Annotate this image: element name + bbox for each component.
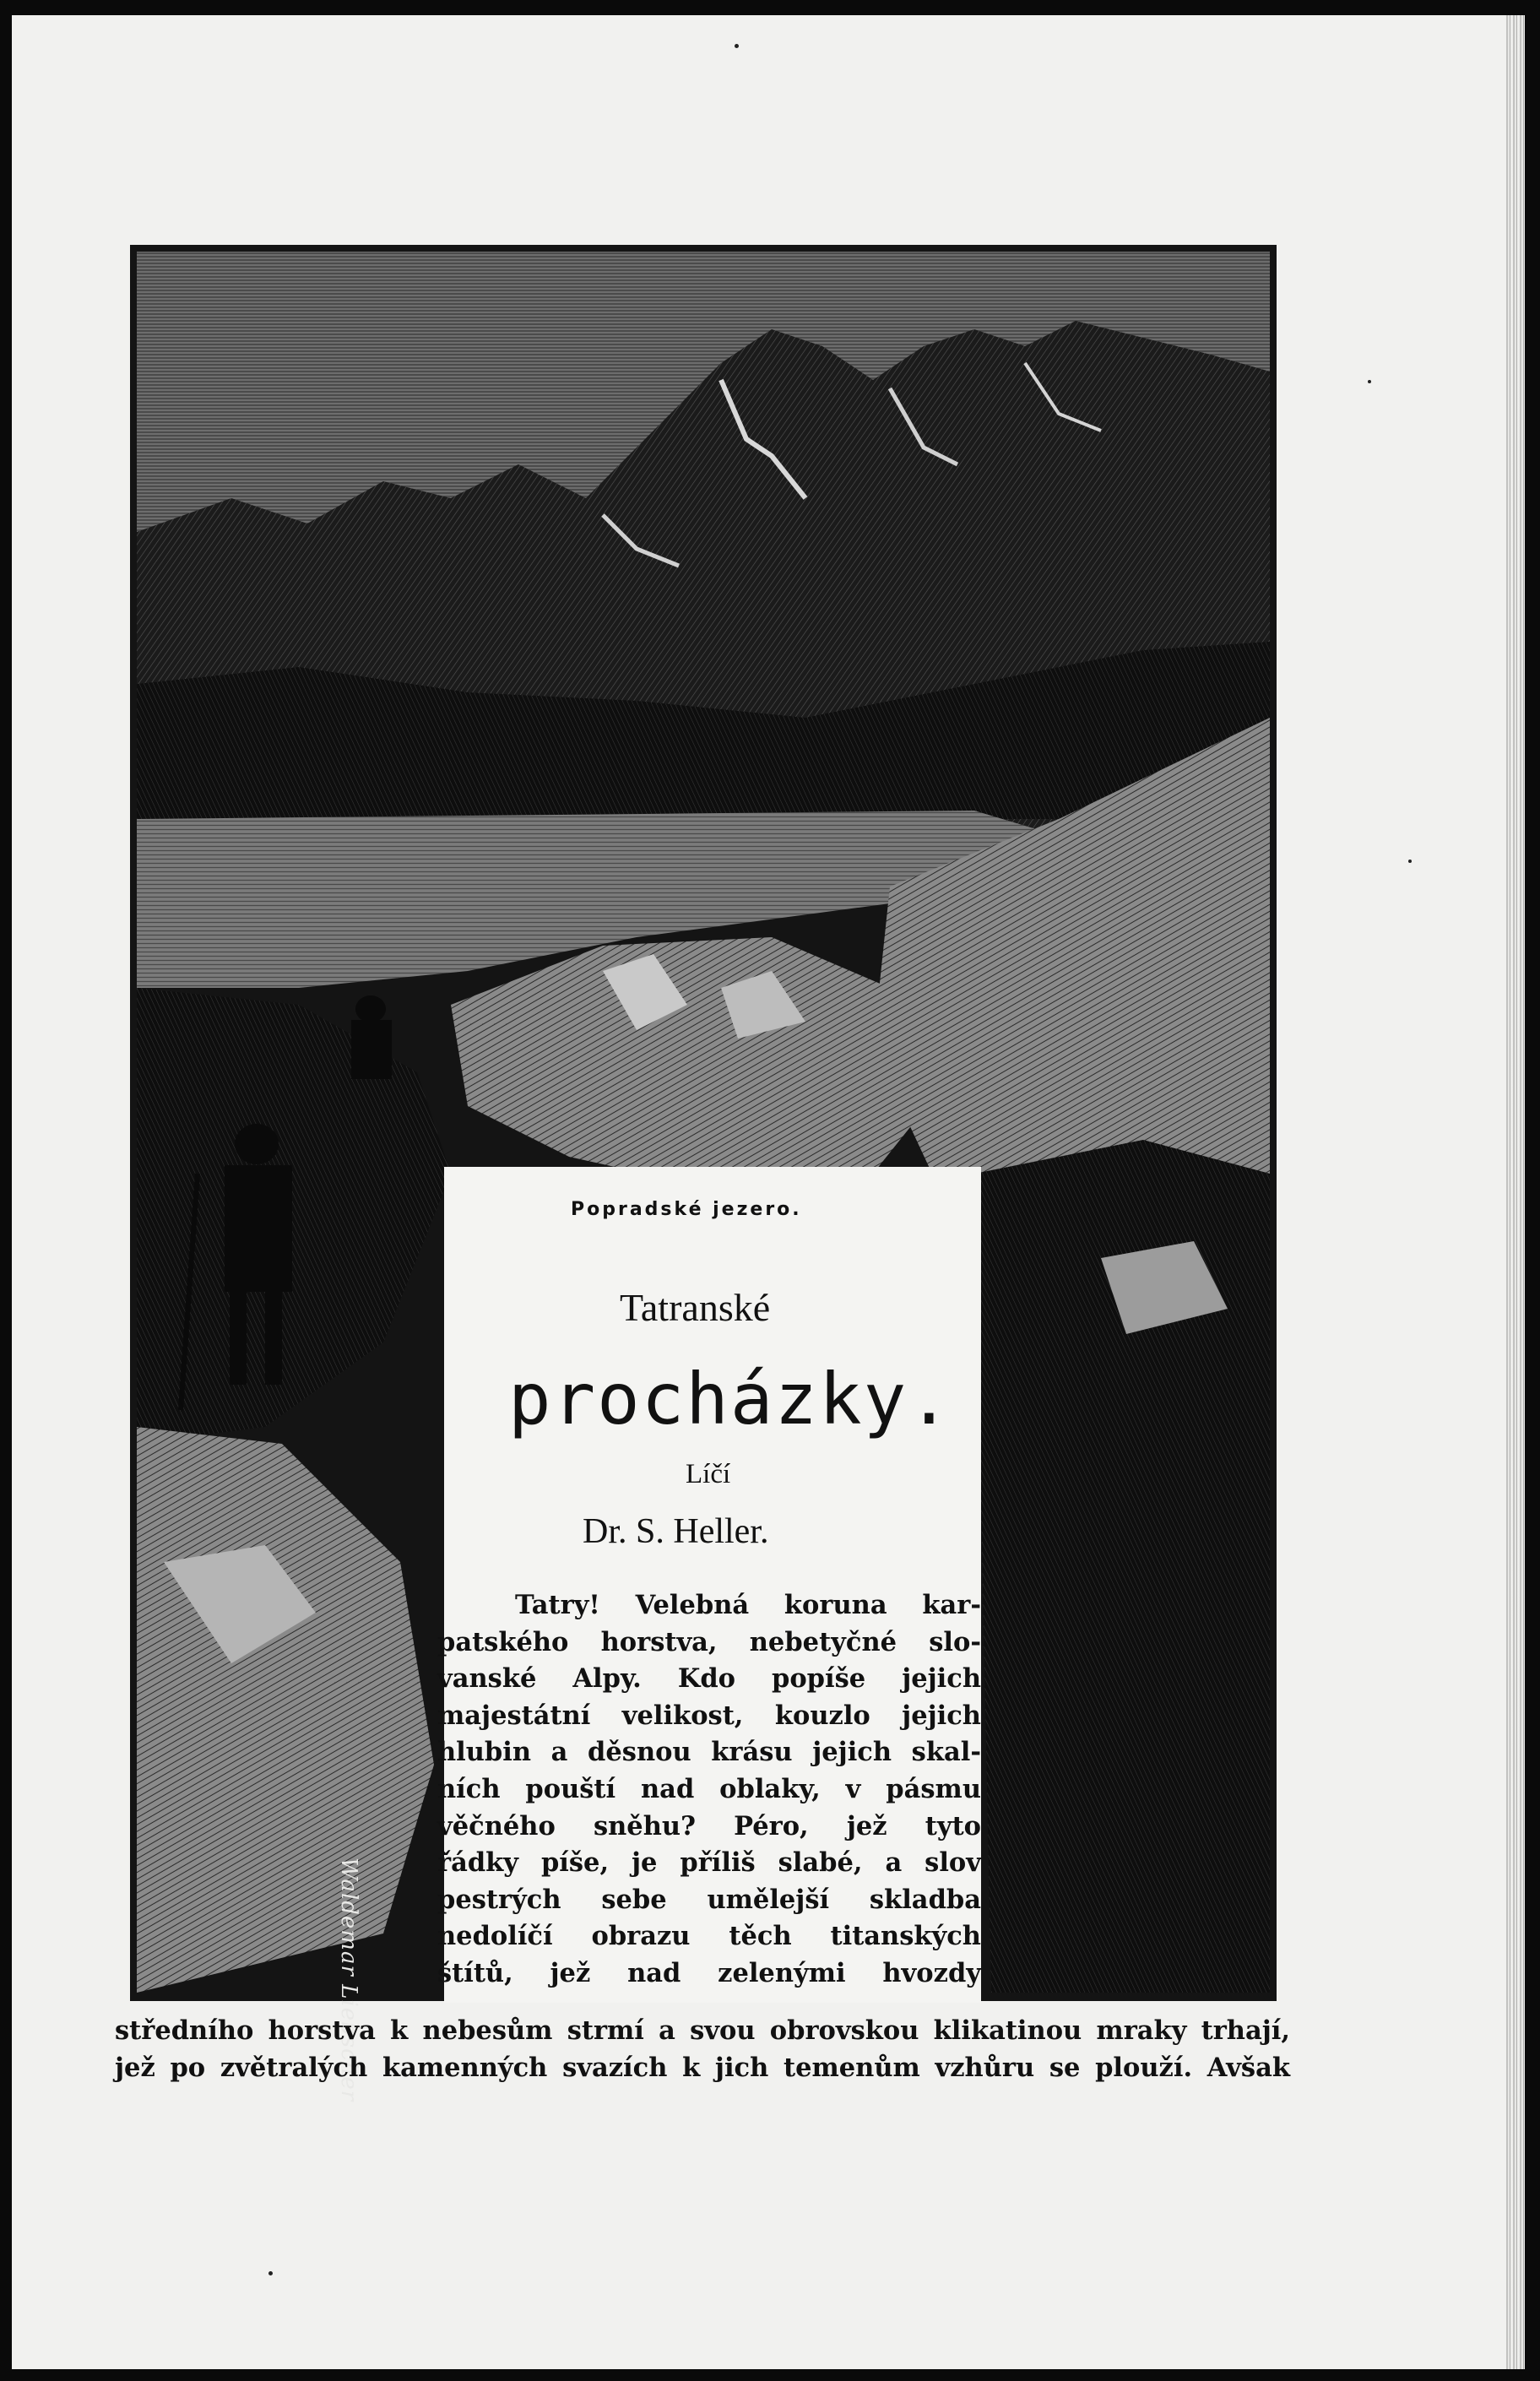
body-line: Tatry! Velebná koruna kar-: [515, 1590, 981, 1620]
body-line: věčného sněhu? Péro, jež tyto: [437, 1810, 981, 1841]
body-line: patského horstva, nebetyčné slo-: [437, 1626, 981, 1657]
byline-label: Líčí: [686, 1459, 731, 1489]
scan-speck: [1368, 380, 1371, 383]
illustration-caption: Popradské jezero.: [571, 1199, 802, 1220]
body-line: ních pouští nad oblaky, v pásmu: [437, 1773, 981, 1804]
body-full-width: [115, 2013, 1290, 2087]
body-line: štítů, jež nad zelenými hvozdy: [437, 1957, 981, 1988]
scan-speck: [268, 2271, 273, 2275]
body-line: řádky píše, je příliš slabé, a slov: [437, 1847, 981, 1879]
body-line: majestátní velikost, kouzlo jejich: [437, 1700, 981, 1731]
scan-speck: [735, 44, 739, 48]
body-line: jež po zvětralých kamenných svazích k jich temenům vzhůru se plouží. Avšak: [115, 2053, 1290, 2083]
body-line: nedolíčí obrazu těch titanských: [437, 1921, 981, 1952]
body-line: hlubin a děsnou krásu jejich skal-: [437, 1737, 981, 1768]
scan-speck: [1408, 860, 1412, 863]
title-line-1: Tatranské: [620, 1286, 771, 1329]
author-name: Dr. S. Heller.: [583, 1512, 769, 1551]
body-column: [437, 1587, 981, 1993]
artist-signature: Waldemar Liebscher: [336, 1858, 361, 2102]
title-line-2: procházky.: [508, 1358, 952, 1440]
page-edge-stack: [1506, 15, 1525, 2369]
body-line: středního horstva k nebesům strmí a svou obrovskou klikatinou mraky trhají,: [115, 2015, 1290, 2046]
body-line: vanské Alpy. Kdo popíše jejich: [437, 1663, 981, 1695]
body-line: pestrých sebe umělejší skladba: [437, 1884, 981, 1915]
